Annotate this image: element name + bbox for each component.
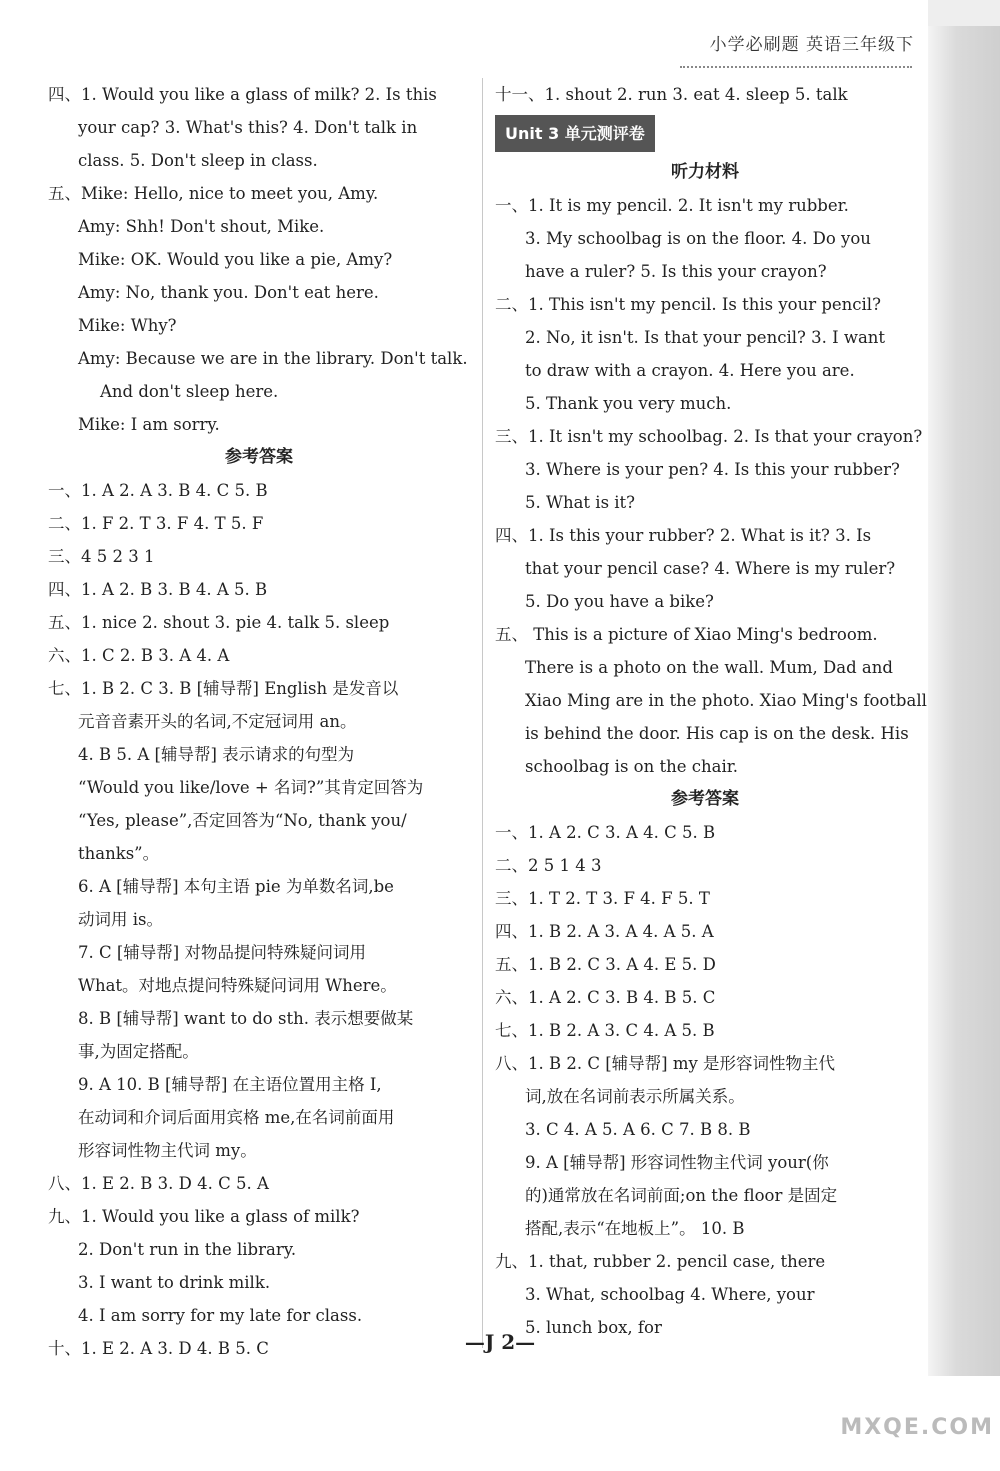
text-line: 二、1. F 2. T 3. F 4. T 5. F [48, 514, 264, 533]
text-line: 六、1. C 2. B 3. A 4. A [48, 646, 230, 665]
page-header: 小学必刷题 英语三年级下 [709, 35, 914, 55]
text-line: 4. B 5. A [辅导帮] 表示请求的句型为 [78, 745, 355, 764]
text-line: 三、1. It isn't my schoolbag. 2. Is that your crayon? [495, 427, 923, 446]
text-line: 一、1. It is my pencil. 2. It isn't my rubber. [495, 196, 849, 215]
text-line: class. 5. Don't sleep in class. [78, 151, 318, 170]
section-heading: 参考答案 [671, 789, 739, 809]
text-line: that your pencil case? 4. Where is my ruler? [525, 559, 896, 578]
text-line: 二、2 5 1 4 3 [495, 856, 602, 875]
text-line: Mike: I am sorry. [78, 415, 220, 434]
text-line: 三、1. T 2. T 3. F 4. F 5. T [495, 889, 710, 908]
text-line: Amy: Shh! Don't shout, Mike. [78, 217, 325, 236]
text-line: 四、1. Is this your rubber? 2. What is it? 3. Is [495, 526, 872, 545]
text-line: 5. lunch box, for [525, 1318, 662, 1337]
text-line: 5. Do you have a bike? [525, 592, 714, 611]
text-line: 5. What is it? [525, 493, 636, 512]
text-line: 十、1. E 2. A 3. D 4. B 5. C [48, 1339, 269, 1358]
text-line: 事,为固定搭配。 [78, 1042, 199, 1061]
column-divider [482, 78, 483, 1348]
text-line: 五、Mike: Hello, nice to meet you, Amy. [48, 184, 379, 203]
text-line: 词,放在名词前表示所属关系。 [525, 1087, 745, 1106]
text-line: 3. C 4. A 5. A 6. C 7. B 8. B [525, 1120, 751, 1139]
text-line: your cap? 3. What's this? 4. Don't talk in [78, 118, 418, 137]
right-column [495, 78, 927, 1344]
text-line: Amy: No, thank you. Don't eat here. [78, 283, 379, 302]
decorative-strip-top [928, 0, 1000, 26]
text-line: There is a photo on the wall. Mum, Dad and [525, 658, 893, 677]
header-rule [680, 66, 912, 68]
section-heading: 听力材料 [671, 162, 739, 182]
text-line: 在动词和介词后面用宾格 me,在名词前面用 [78, 1108, 395, 1127]
text-line: And don't sleep here. [100, 382, 279, 401]
text-line: 七、1. B 2. A 3. C 4. A 5. B [495, 1021, 715, 1040]
text-line: 四、1. Would you like a glass of milk? 2. Is this [48, 85, 437, 104]
text-line: 3. I want to drink milk. [78, 1273, 271, 1292]
text-line: 5. Thank you very much. [525, 394, 732, 413]
unit-heading-row [495, 111, 915, 156]
text-line: 8. B [辅导帮] want to do sth. 表示想要做某 [78, 1009, 414, 1028]
text-line: 三、4 5 2 3 1 [48, 547, 155, 566]
text-line: 7. C [辅导帮] 对物品提问特殊疑问词用 [78, 943, 366, 962]
text-line: 6. A [辅导帮] 本句主语 pie 为单数名词,be [78, 877, 394, 896]
page-number: —J 2— [464, 1330, 536, 1354]
text-line: to draw with a crayon. 4. Here you are. [525, 361, 855, 380]
watermark: MXQE.COM [840, 1415, 994, 1440]
text-line: 一、1. A 2. A 3. B 4. C 5. B [48, 481, 268, 500]
text-line: 元音音素开头的名词,不定冠词用 an。 [78, 712, 357, 731]
text-line: schoolbag is on the chair. [525, 757, 739, 776]
text-line: 八、1. E 2. B 3. D 4. C 5. A [48, 1174, 269, 1193]
text-line: 动词用 is。 [78, 910, 163, 929]
text-line: 搭配,表示“在地板上”。 10. B [525, 1219, 745, 1238]
text-line: have a ruler? 5. Is this your crayon? [525, 262, 827, 281]
decorative-side-strip [928, 26, 1000, 1376]
text-line: 2. No, it isn't. Is that your pencil? 3. I want [525, 328, 886, 347]
text-line: 五、1. B 2. C 3. A 4. E 5. D [495, 955, 716, 974]
text-line: “Would you like/love + 名词?”其肯定回答为 [78, 778, 424, 797]
text-line: 九、1. Would you like a glass of milk? [48, 1207, 360, 1226]
text-line: 3. Where is your pen? 4. Is this your rubber? [525, 460, 900, 479]
text-line: Xiao Ming are in the photo. Xiao Ming's football [525, 691, 927, 710]
text-line: 七、1. B 2. C 3. B [辅导帮] English 是发音以 [48, 679, 399, 698]
left-column [48, 78, 470, 1365]
text-line: 9. A 10. B [辅导帮] 在主语位置用主格 I, [78, 1075, 382, 1094]
text-line: is behind the door. His cap is on the desk. His [525, 724, 909, 743]
text-line: 4. I am sorry for my late for class. [78, 1306, 363, 1325]
text-line: 9. A [辅导帮] 形容词性物主代词 your(你 [525, 1153, 829, 1172]
text-line: 3. My schoolbag is on the floor. 4. Do you [525, 229, 871, 248]
text-line: 六、1. A 2. C 3. B 4. B 5. C [495, 988, 716, 1007]
text-line: 的)通常放在名词前面;on the floor 是固定 [525, 1186, 838, 1205]
text-line: 八、1. B 2. C [辅导帮] my 是形容词性物主代 [495, 1054, 836, 1073]
text-line: Mike: OK. Would you like a pie, Amy? [78, 250, 393, 269]
text-line: 形容词性物主代词 my。 [78, 1141, 257, 1160]
text-line: 二、1. This isn't my pencil. Is this your pencil? [495, 295, 881, 314]
text-line: “Yes, please”,否定回答为“No, thank you/ [78, 811, 407, 830]
text-line: 四、1. A 2. B 3. B 4. A 5. B [48, 580, 268, 599]
text-line: 五、 This is a picture of Xiao Ming's bedroom. [495, 625, 878, 644]
text-line: 十一、1. shout 2. run 3. eat 4. sleep 5. talk [495, 85, 848, 104]
unit-heading: Unit 3 单元测评卷 [495, 115, 655, 152]
text-line: What。对地点提问特殊疑问词用 Where。 [78, 976, 397, 995]
text-line: Mike: Why? [78, 316, 177, 335]
section-heading: 参考答案 [225, 447, 293, 467]
text-line: 五、1. nice 2. shout 3. pie 4. talk 5. sleep [48, 613, 390, 632]
text-line: Amy: Because we are in the library. Don't talk. [78, 349, 468, 368]
text-line: 2. Don't run in the library. [78, 1240, 297, 1259]
text-line: thanks”。 [78, 844, 160, 863]
text-line: 九、1. that, rubber 2. pencil case, there [495, 1252, 826, 1271]
text-line: 四、1. B 2. A 3. A 4. A 5. A [495, 922, 714, 941]
text-line: 3. What, schoolbag 4. Where, your [525, 1285, 815, 1304]
text-line: 一、1. A 2. C 3. A 4. C 5. B [495, 823, 716, 842]
